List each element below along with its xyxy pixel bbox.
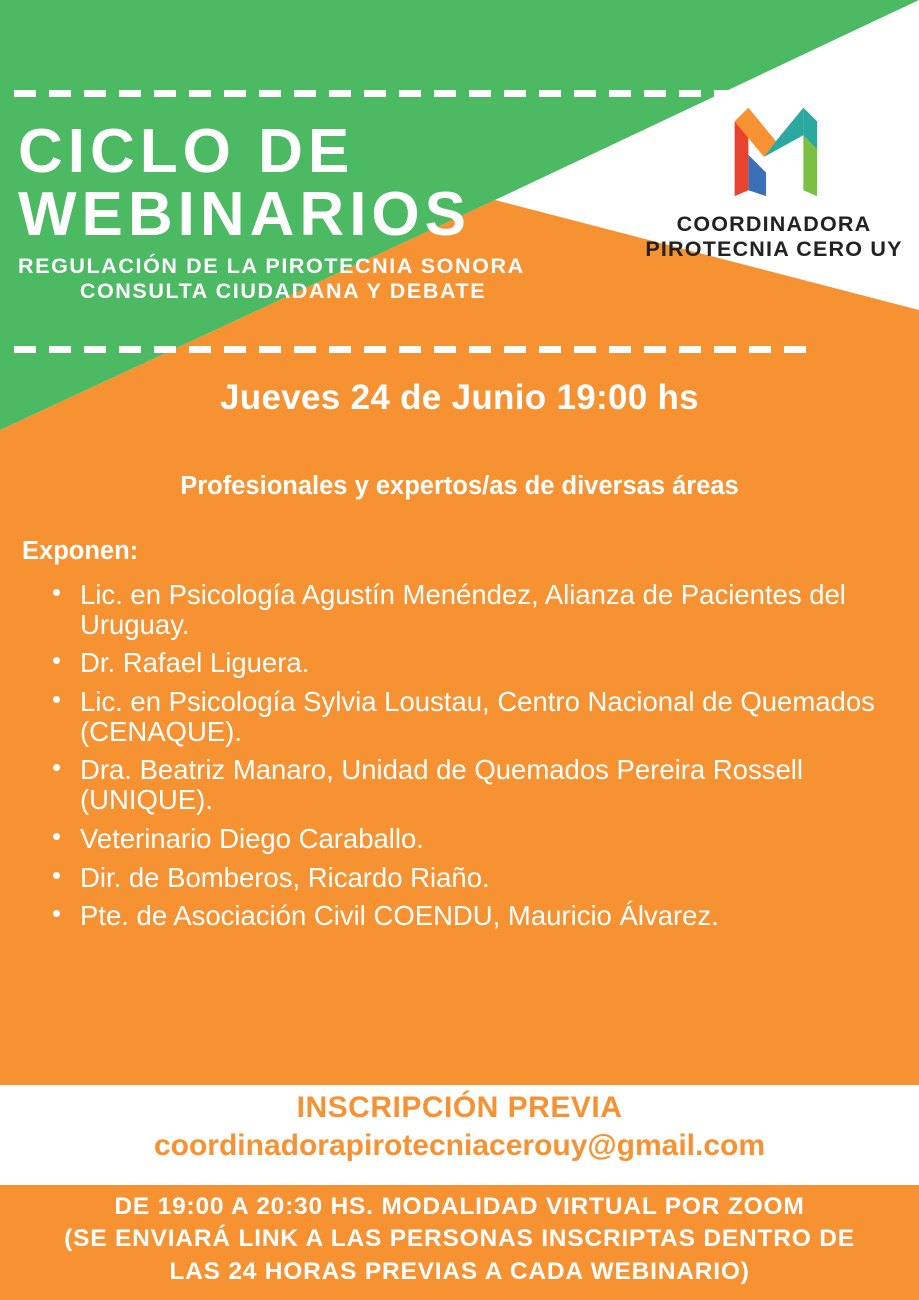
organization-logo: [643, 96, 905, 263]
list-item: • Lic. en Psicología Agustín Menéndez, Alianza de Pacientes del Uruguay.: [44, 580, 904, 639]
list-item: • Dra. Beatriz Manaro, Unidad de Quemados Pereira Rossell (UNIQUE).: [44, 755, 904, 814]
list-item: • Dir. de Bomberos, Ricardo Riaño.: [44, 863, 904, 893]
footer-line-3: LAS 24 HORAS PREVIAS A CADA WEBINARIO): [169, 1257, 750, 1285]
list-item: • Lic. en Psicología Sylvia Loustau, Centro Nacional de Quemados (CENAQUE).: [44, 687, 904, 746]
coordinadora-pirotecnia-cero-uy-logo-icon: [715, 96, 833, 204]
footer-details: [0, 1185, 919, 1300]
poster-title-line-1: CICLO DE: [18, 117, 355, 186]
list-item: • Dr. Rafael Liguera.: [44, 648, 904, 678]
poster-subtitle-line-1: REGULACIÓN DE LA PIROTECNIA SONORA: [18, 253, 525, 278]
footer-line-1: DE 19:00 A 20:30 HS. MODALIDAD VIRTUAL POR ZOOM: [114, 1193, 805, 1220]
registration-email[interactable]: coordinadorapirotecniacerouy@gmail.com: [153, 1129, 766, 1162]
poster-title-line-2: WEBINARIOS: [18, 179, 471, 249]
organization-name-line-2: PIROTECNIA CERO UY: [645, 237, 903, 262]
registration-section: [0, 1085, 919, 1185]
list-item: • Veterinario Diego Caraballo.: [44, 824, 904, 854]
speakers-heading: Exponen:: [22, 537, 139, 565]
dashed-rule-bottom: [14, 346, 894, 353]
registration-title: INSCRIPCIÓN PREVIA: [296, 1091, 623, 1124]
event-date: Jueves 24 de Junio 19:00 hs: [220, 378, 699, 417]
organization-name-line-1: COORDINADORA: [676, 212, 872, 236]
poster-subtitle-line-2: CONSULTA CIUDADANA Y DEBATE: [79, 279, 487, 304]
footer-line-2: (SE ENVIARÁ LINK A LAS PERSONAS INSCRIPTAS DENTRO DE: [64, 1225, 855, 1253]
speakers-list: [44, 580, 904, 940]
list-item: • Pte. de Asociación Civil COENDU, Mauricio Álvarez.: [44, 901, 904, 931]
poster-title-block: [18, 117, 548, 305]
event-audience: Profesionales y expertos/as de diversas áreas: [180, 472, 739, 500]
